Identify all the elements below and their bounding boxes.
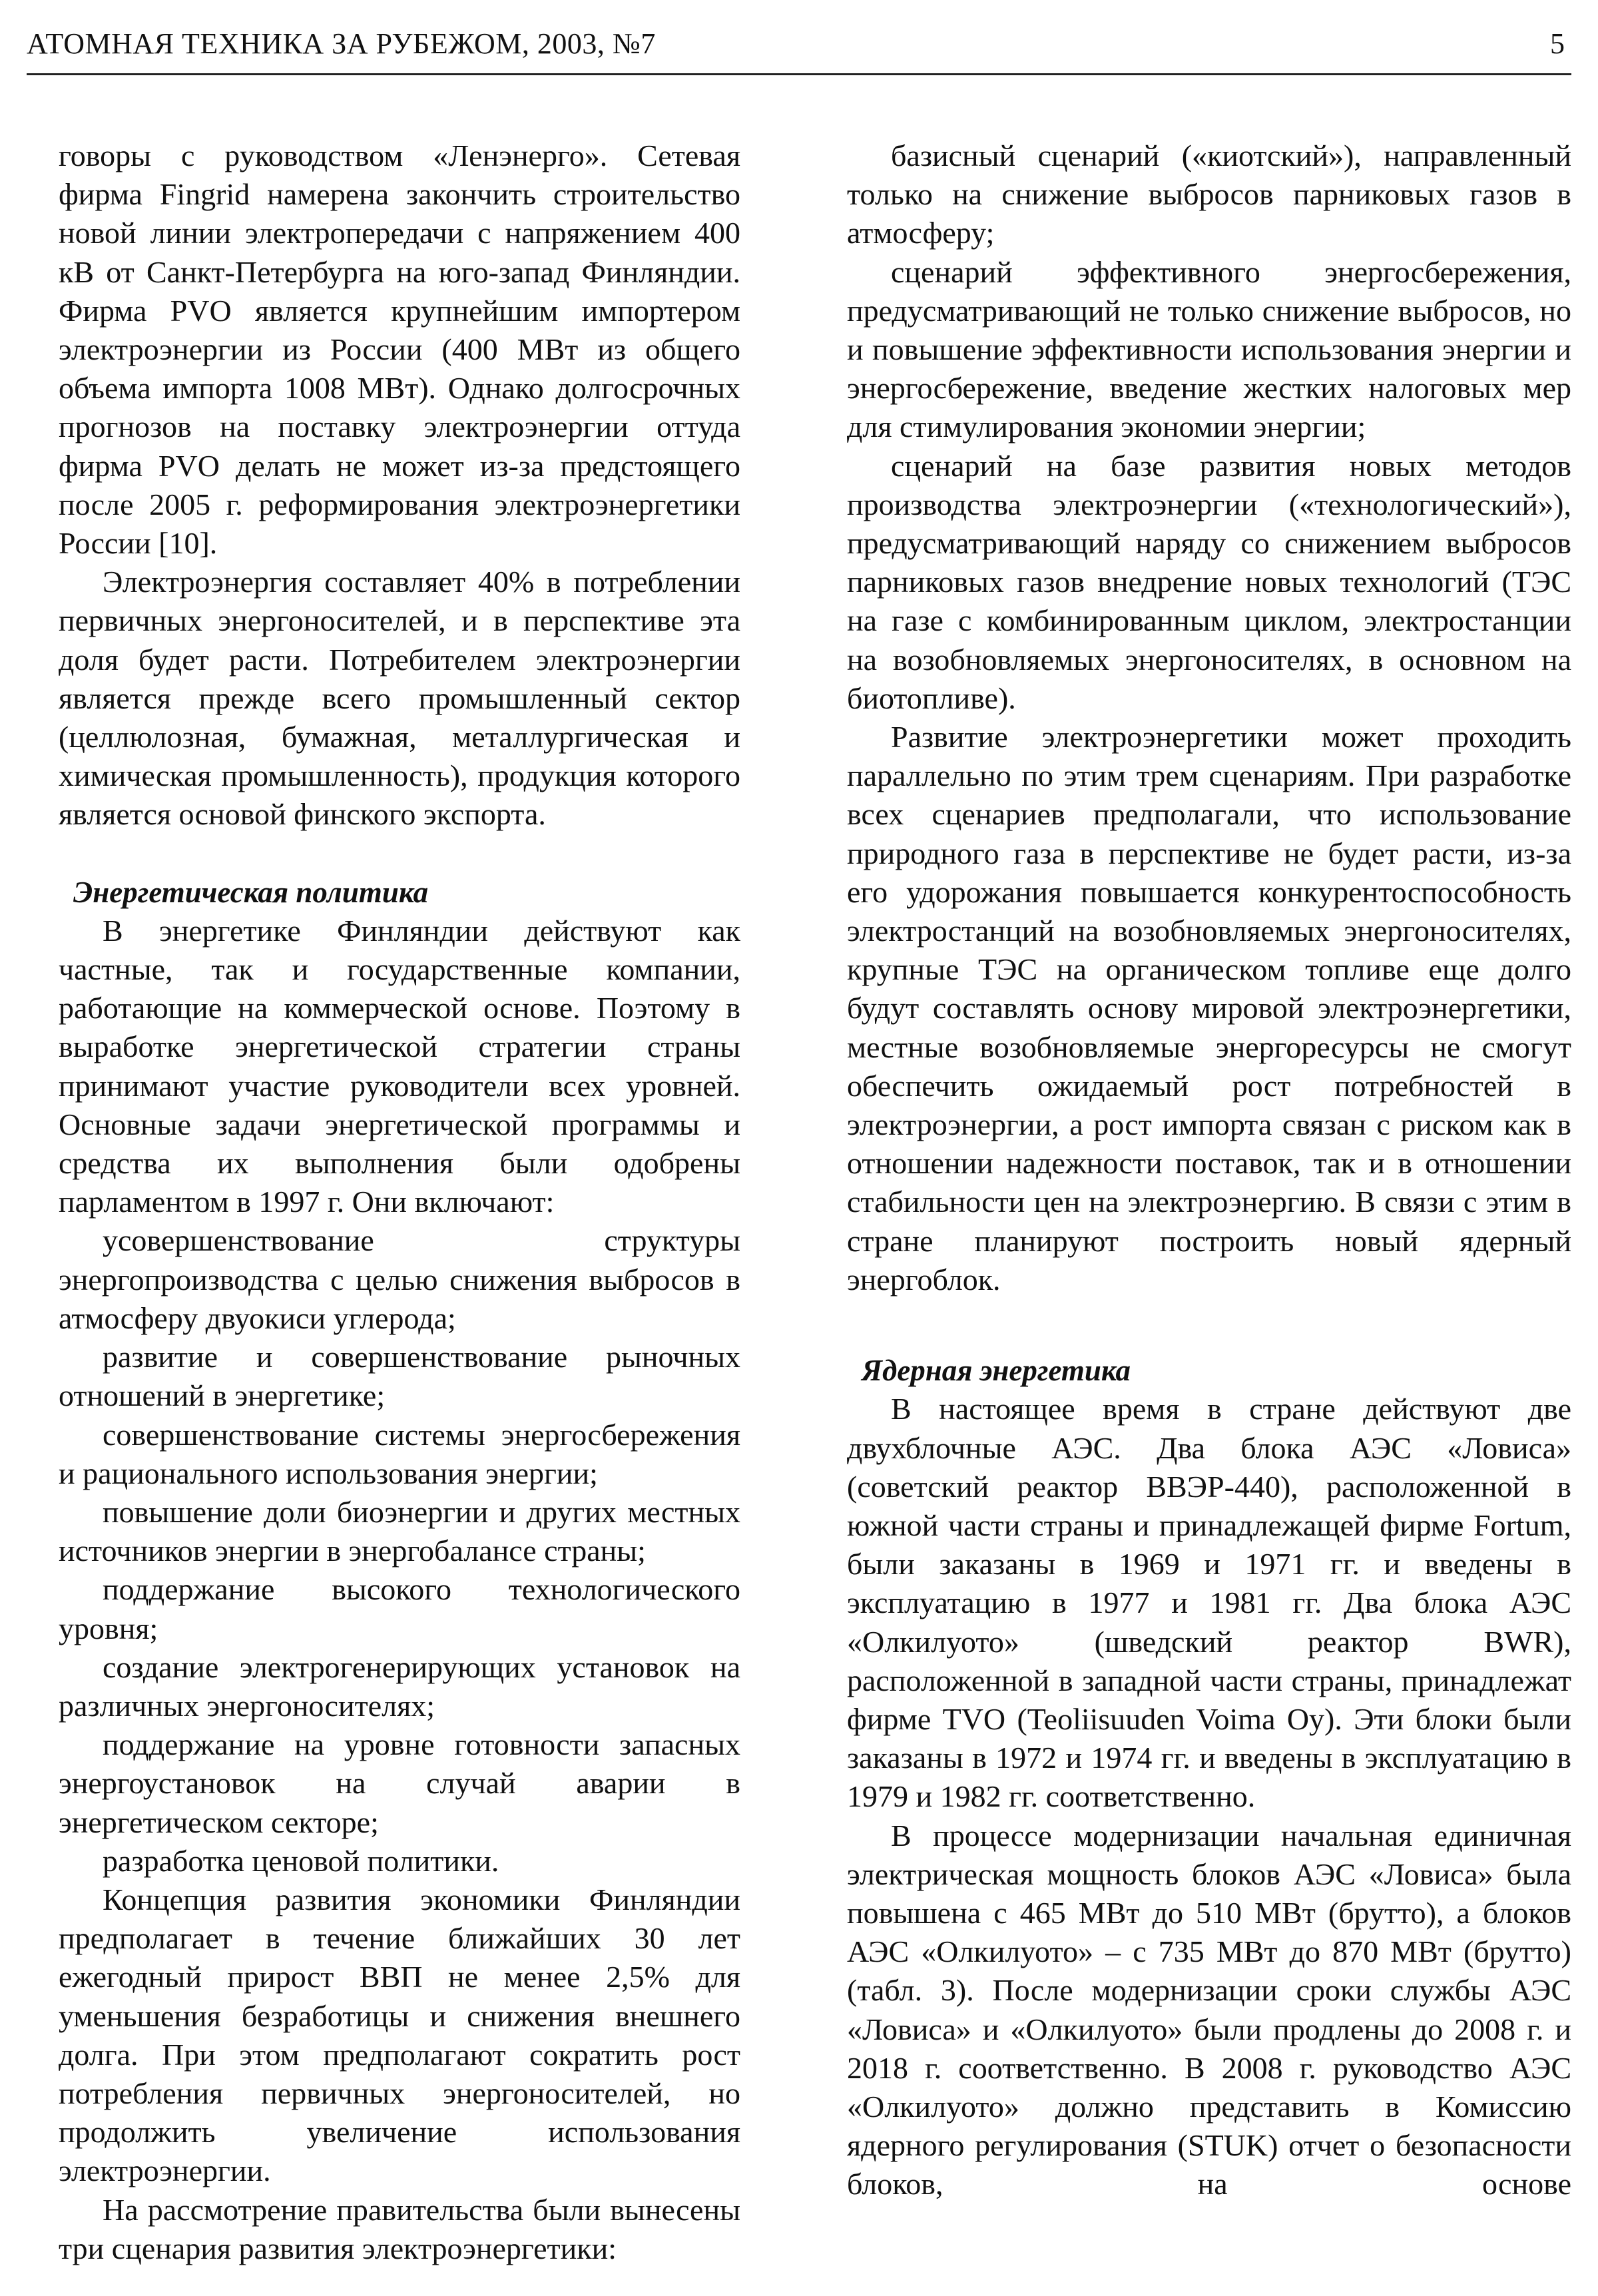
- page-number: 5: [1550, 27, 1565, 60]
- paragraph: В энергетике Финляндии действуют как частные, так и государственные компании, работающие на коммерческой основе. Поэтому в выработке энергетической стратегии страны принимают участие руководители всех уровней. Основные задачи энергетической программы и средства их выполнения были одобрены парламентом в 1997 г. Они включают:: [59, 913, 740, 1219]
- paragraph: На рассмотрение правительства были вынесены три сценария развития электроэнергетики:: [59, 2192, 740, 2265]
- paragraph: создание электрогенерирующих установок на различных энергоносителях;: [59, 1649, 740, 1723]
- paragraph: поддержание на уровне готовности запасных энергоустановок на случай аварии в энергетическом секторе;: [59, 1727, 740, 1839]
- section-heading: Энергетическая политика: [73, 875, 429, 909]
- paragraph: совершенствование системы энергосбережения и рационального использования энергии;: [59, 1417, 740, 1490]
- paragraph: усовершенствование структуры энергопроизводства с целью снижения выбросов в атмосферу двуокиси углерода;: [59, 1223, 740, 1335]
- right-column: [847, 137, 1571, 2204]
- left-column: [59, 137, 740, 2268]
- paragraph: сценарий эффективного энергосбережения, предусматривающий не только снижение выбросов, но и повышение эффективности использования энергии и энергосбережение, введение жестких налоговых мер для стимулирования экономии энергии;: [847, 254, 1571, 444]
- paragraph: Электроэнергия составляет 40% в потреблении первичных энергоносителей, и в перспективе эта доля будет расти. Потребителем электроэнергии является прежде всего промышленный сектор (целлюлозная, бумажная, металлургическая и химическая промышленность), продукция которого является основой финского экспорта.: [59, 565, 740, 832]
- journal-title: АТОМНАЯ ТЕХНИКА ЗА РУБЕЖОМ, 2003, №7: [27, 27, 656, 60]
- paragraph: Концепция развития экономики Финляндии предполагает в течение ближайших 30 лет ежегодный прирост ВВП не менее 2,5% для уменьшения безработицы и снижения внешнего долга. При этом предполагают сократить рост потребления первичных энергоносителей, но продолжить увеличение использования электроэнергии.: [59, 1882, 740, 2188]
- paragraph: разработка ценовой политики.: [103, 1843, 499, 1878]
- paragraph: Развитие электроэнергетики может проходить параллельно по этим трем сценариям. При разработке всех сценариев предполагали, что использование природного газа в перспективе не будет расти, из-за его удорожания повышается конкурентоспособность электростанций на возобновляемых энергоносителях, крупные ТЭС на органическом топливе еще долго будут составлять основу мировой электроэнергетики, местные возобновляемые энергоресурсы не смогут обеспечить ожидаемый рост потребностей в электроэнергии, а рост импорта связан с риском как в отношении надежности поставок, так и в отношении стабильности цен на электроэнергию. В связи с этим в стране планируют построить новый ядерный энергоблок.: [847, 720, 1571, 1296]
- running-header: [27, 27, 1571, 75]
- paragraph: говоры с руководством «Ленэнерго». Сетевая фирма Fingrid намерена закончить строительство новой линии электропередачи с напряжением 400 кВ от Санкт-Петербурга на юго-запад Финляндии. Фирма PVO является крупнейшим импортером электроэнергии из России (400 МВт из общего объема импорта 1008 МВт). Однако долгосрочных прогнозов на поставку электроэнергии оттуда фирма PVO делать не может из-за предстоящего после 2005 г. реформирования электроэнергетики России [10].: [59, 139, 740, 561]
- paragraph: поддержание высокого технологического уровня;: [59, 1572, 740, 1645]
- paragraph: базисный сценарий («киотский»), направленный только на снижение выбросов парниковых газов в атмосферу;: [847, 139, 1571, 250]
- paragraph: развитие и совершенствование рыночных отношений в энергетике;: [59, 1340, 740, 1413]
- paragraph: В настоящее время в стране действуют две двухблочные АЭС. Два блока АЭС «Ловиса» (советский реактор ВВЭР-440), расположенной в южной части страны и принадлежащей фирме Fortum, были заказаны в 1969 и 1971 гг. и введены в эксплуатацию в 1977 и 1981 гг. Два блока АЭС «Олкилуото» (шведский реактор BWR), расположенной в западной части страны, принадлежат фирме TVO (Teoliisuuden Voima Oy). Эти блоки были заказаны в 1972 и 1974 гг. и введены в эксплуатацию в 1979 и 1982 гг. соответственно.: [847, 1392, 1571, 1814]
- section-heading: Ядерная энергетика: [862, 1354, 1131, 1388]
- paragraph: повышение доли биоэнергии и других местных источников энергии в энергобалансе страны;: [59, 1494, 740, 1568]
- paragraph: сценарий на базе развития новых методов производства электроэнергии («технологический»), предусматривающий наряду со снижением выбросов парниковых газов внедрение новых технологий (ТЭС на газе с комбинированным циклом, электростанции на возобновляемых энергоносителях, в основном на биотопливе).: [847, 448, 1571, 715]
- paragraph: В процессе модернизации начальная единичная электрическая мощность блоков АЭС «Ловиса» была повышена с 465 МВт до 510 МВт (брутто), а блоков АЭС «Олкилуото» – с 735 МВт до 870 МВт (брутто) (табл. 3). После модернизации сроки службы АЭС «Ловиса» и «Олкилуото» были продлены до 2008 г. и 2018 г. соответственно. В 2008 г. руководство АЭС «Олкилуото» должно представить в Комиссию ядерного регулирования (STUK) отчет о безопасности блоков, на основе: [847, 1818, 1571, 2201]
